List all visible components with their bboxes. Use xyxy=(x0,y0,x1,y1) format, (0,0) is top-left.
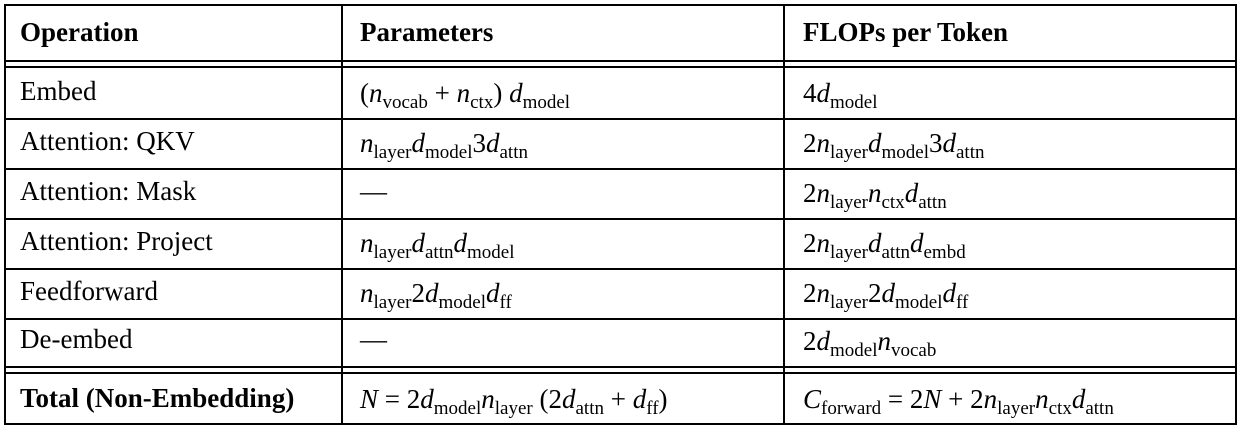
col-divider xyxy=(341,4,343,425)
flops-formula: $2n_{layer}d_{model}3d_{attn}$ xyxy=(803,128,985,163)
operation-cell: Attention: Mask xyxy=(20,176,197,206)
operation-cell: Attention: Project xyxy=(20,226,213,256)
params-formula: $(n_{vocab} + n_{ctx})$ $d_{model}$ xyxy=(360,78,571,113)
row-rule xyxy=(4,118,1237,120)
operation-cell: Feedforward xyxy=(20,276,158,306)
operation-cell: Attention: QKV xyxy=(20,126,195,156)
total-flops-formula: $C_{forward} = 2N + 2n_{layer}n_{ctx}d_{attn}$ xyxy=(803,384,1114,419)
header-rule xyxy=(4,60,1237,62)
row-rule xyxy=(4,318,1237,320)
header-operation: Operation xyxy=(20,17,139,47)
total-rule-double xyxy=(4,372,1237,374)
flops-formula: $2n_{layer}2d_{model}d_{ff}$ xyxy=(803,278,969,313)
params-formula: — xyxy=(360,176,387,206)
flops-formula: $2n_{layer}n_{ctx}d_{attn}$ xyxy=(803,178,947,213)
operation-cell: Embed xyxy=(20,76,97,106)
col-border-right xyxy=(1235,4,1237,425)
params-formula: $n_{layer}d_{attn}d_{model}$ xyxy=(360,228,515,263)
row-rule xyxy=(4,268,1237,270)
row-rule xyxy=(4,168,1237,170)
operation-cell: De-embed xyxy=(20,324,133,354)
col-divider xyxy=(783,4,785,425)
total-rule xyxy=(4,366,1237,368)
flops-formula: $4d_{model}$ xyxy=(803,78,878,113)
flops-formula: $2n_{layer}d_{attn}d_{embd}$ xyxy=(803,228,966,263)
col-border-left xyxy=(4,4,6,425)
header-parameters: Parameters xyxy=(360,17,494,47)
total-label: Total (Non-Embedding) xyxy=(20,383,295,413)
header-rule-double xyxy=(4,66,1237,68)
total-params-formula: $N = 2d_{model}n_{layer}$ $(2d_{attn} + d_{ff})$ xyxy=(360,384,668,419)
flops-formula: $2d_{model}n_{vocab}$ xyxy=(803,326,937,361)
params-formula: $n_{layer}2d_{model}d_{ff}$ xyxy=(360,278,512,313)
table-top-border xyxy=(4,4,1237,6)
params-formula: — xyxy=(360,324,387,354)
params-formula: $n_{layer}d_{model}3d_{attn}$ xyxy=(360,128,528,163)
table-bottom-border xyxy=(4,423,1237,425)
row-rule xyxy=(4,218,1237,220)
header-flops: FLOPs per Token xyxy=(803,17,1009,47)
